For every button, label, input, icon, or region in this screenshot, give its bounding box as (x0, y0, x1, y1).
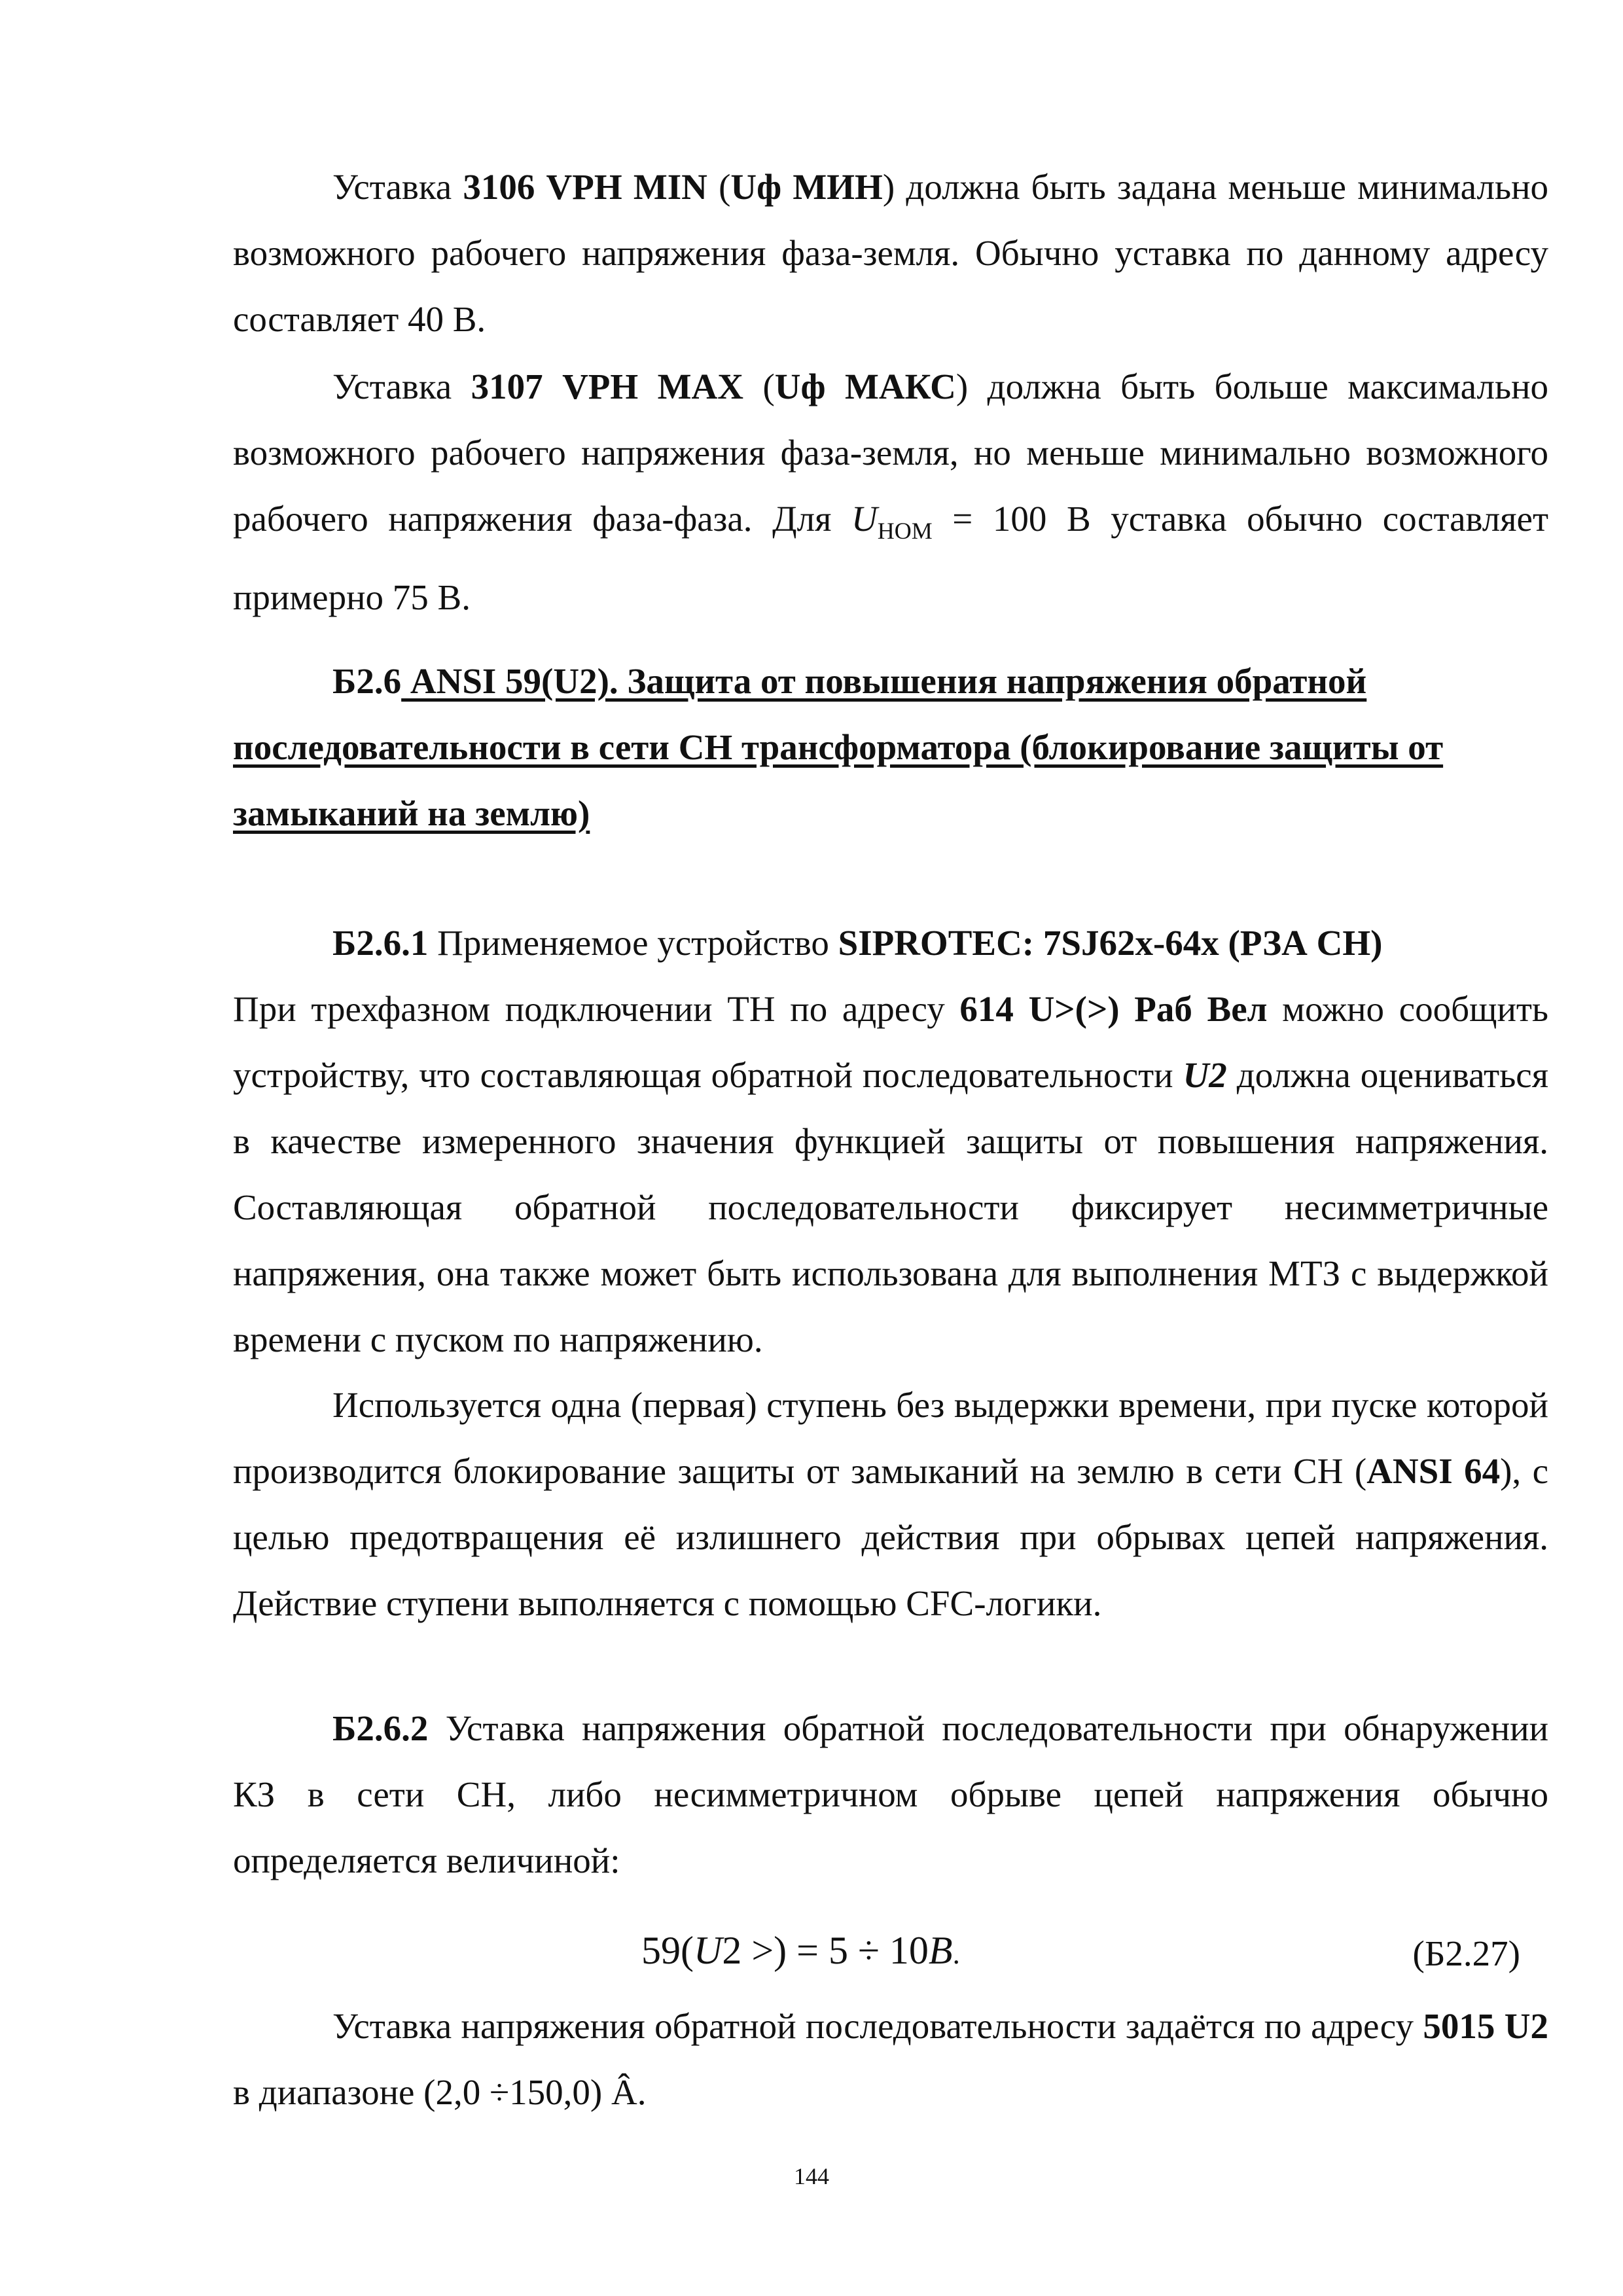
text: = 100 В уставка обычно составляет примерно 75 В. (233, 499, 1548, 617)
paragraph-vph-min (233, 154, 1548, 352)
paragraph-vph-max (233, 353, 1548, 630)
setting-address: 5015 U2 (1423, 2006, 1548, 2046)
formula-number: (Б2.27) (1412, 1933, 1520, 1973)
formula-part: 2 >) = 5 ÷ 10 (722, 1929, 929, 1972)
text: ) должна быть задана меньше минимально возможного рабочего напряжения фаза-земля. Обычно уставка по данному адресу составляет 40 В. (233, 167, 1549, 339)
setting-address: 3106 VPH MIN (463, 167, 707, 207)
device-name: SIPROTEC: 7SJ62x-64x (РЗА СН) (838, 923, 1383, 963)
math-variable: U2 (1183, 1055, 1227, 1095)
text: Используется одна (первая) ступень без выдержки времени, при пуске которой производится блокирование защиты от замыканий на землю в сети СН ( (233, 1385, 1548, 1491)
text: Применяемое устройство (428, 923, 838, 963)
text: можно сообщить устройству, что составляющая обратной последовательности (233, 989, 1548, 1095)
math-variable: U (851, 499, 878, 539)
text: ) должна быть больше максимально возможного рабочего напряжения фаза-земля, но меньше минимально возможного рабочего напряжения фаза-фаза. Для (233, 367, 1549, 539)
math-subscript: НОМ (877, 518, 933, 544)
text: ( (707, 167, 731, 207)
paragraph-setting-value (233, 1695, 1548, 1893)
paragraph-address (233, 1993, 1548, 2125)
paragraph-stage-usage (233, 1372, 1548, 1636)
section-heading (233, 648, 1548, 846)
subsection-number: Б2.6.2 (332, 1708, 429, 1748)
text: Уставка (332, 367, 471, 406)
paragraph-device (233, 910, 1548, 976)
paragraph-three-phase (233, 976, 1548, 1372)
text: Уставка напряжения обратной последовательности при обнаружении КЗ в сети СН, либо несимметричном обрыве цепей напряжения обычно определяется величиной: (233, 1708, 1548, 1880)
text: При трехфазном подключении ТН по адресу (233, 989, 960, 1029)
formula-part: 59( (641, 1929, 694, 1972)
text: ), с целью предотвращения её излишнего действия при обрывах цепей напряжения. Действие ступени выполняется с помощью CFC-логики. (233, 1451, 1548, 1623)
setting-name: Uф МИН (730, 167, 883, 207)
setting-address: 614 U>(>) Раб Вел (959, 989, 1268, 1029)
formula-part: . (952, 1937, 960, 1970)
ansi-code: ANSI 64 (1366, 1451, 1501, 1491)
math-variable: U (693, 1929, 722, 1972)
setting-address: 3107 VPH MAX (471, 367, 743, 406)
setting-name: Uф МАКС (774, 367, 956, 406)
text: должна оцениваться в качестве измеренного значения функцией защиты от повышения напряжения. Составляющая обратной последовательности фиксирует несимметричные напряжения, она также может быть использована для выполнения МТЗ с выдержкой времени с пуском по напряжению. (233, 1055, 1548, 1359)
text: Уставка напряжения обратной последовательности задаётся по адресу (332, 2006, 1423, 2046)
text: ( (743, 367, 775, 406)
text: Уставка (332, 167, 463, 207)
section-number: Б2.6 (332, 661, 402, 701)
math-unit: B (928, 1929, 953, 1972)
formula (641, 1921, 960, 1983)
text: в диапазоне (2,0 ÷150,0) Â. (233, 2072, 647, 2112)
section-title: ANSI 59(U2). Защита от повышения напряжения обратной последовательности в сети СН трансформатора (блокирование защиты от замыканий на землю) (233, 661, 1444, 833)
page-number: 144 (794, 2163, 829, 2189)
subsection-number: Б2.6.1 (332, 923, 429, 963)
